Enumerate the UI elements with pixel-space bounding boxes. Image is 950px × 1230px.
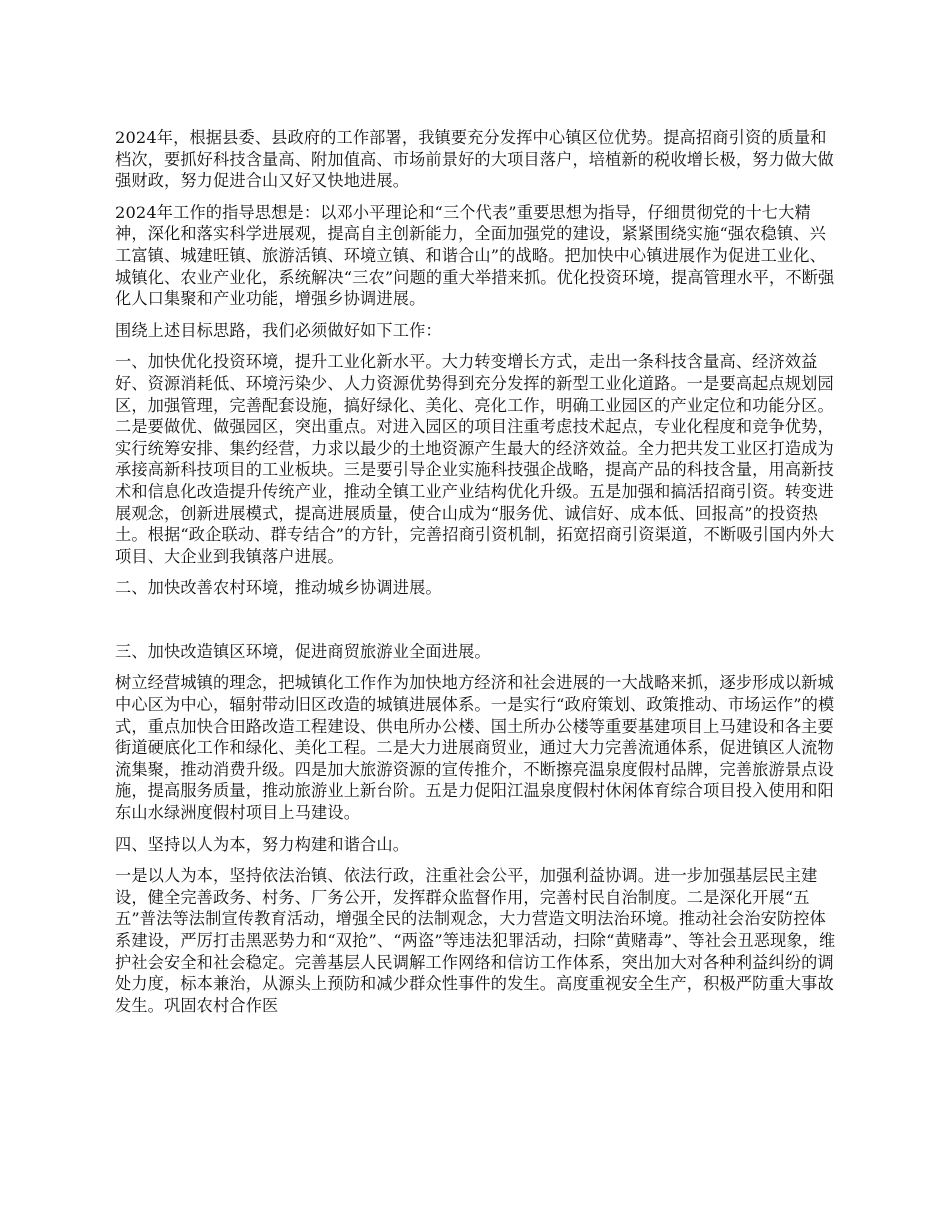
heading-section-2: 二、加快改善农村环境，推动城乡协调进展。	[115, 578, 442, 598]
paragraph-section-3: 树立经营城镇的理念，把城镇化工作作为加快地方经济和社会进展的一大战略来抓，逐步形成以新城中心区为中心，辐射带动旧区改造的城镇进展体系。一是实行“政府策划、政策推动、市场运作”的模式，重点加快合田路改造工程建设、供电所办公楼、国土所办公楼等重要基建项目上马建设和各主要街道硬底化工作和绿化、美化工程。二是大力进展商贸业，通过大力完善流通体系，促进镇区人流物流集聚，推动消费升级。四是加大旅游资源的宣传推介，不断擦亮温泉度假村品牌，完善旅游景点设施，提高服务质量，推动旅游业上新台阶。五是力促阳江温泉度假村休闲体育综合项目投入使用和阳东山水绿洲度假村项目上马建设。	[115, 673, 835, 823]
paragraph-section-4: 一是以人为本，坚持依法治镇、依法行政，注重社会公平，加强利益协调。进一步加强基层民主建设，健全完善政务、村务、厂务公开，发挥群众监督作用，完善村民自治制度。二是深化开展“五五”普法等法制宣传教育活动，增强全民的法制观念，大力营造文明法治环境。推动社会治安防控体系建设，严厉打击黑恶势力和“双抢”、“两盗”等违法犯罪活动，扫除“黄赌毒”、等社会丑恶现象，维护社会安全和社会稳定。完善基层人民调解工作网络和信访工作体系，突出加大对各种利益纠纷的调处力度，标本兼治，从源头上预防和减少群众性事件的发生。高度重视安全生产，积极严防重大事故发生。巩固农村合作医	[115, 866, 836, 1015]
paragraph-section-1: 一、加快优化投资环境，提升工业化新水平。大力转变增长方式，走出一条科技含量高、经济效益好、资源消耗低、环境污染少、人力资源优势得到充分发挥的新型工业化道路。一是要高起点规划园区，加强管理，完善配套设施，搞好绿化、美化、亮化工作，明确工业园区的产业定位和功能分区。二是要做优、做强园区，突出重点。对进入园区的项目注重考虑技术起点，专业化程度和竞争优势，实行统筹安排、集约经营，力求以最少的土地资源产生最大的经济效益。全力把共发工业区打造成为承接高新科技项目的工业板块。三是要引导企业实施科技强企战略，提高产品的科技含量，用高新技术和信息化改造提升传统产业，推动全镇工业产业结构优化升级。五是加强和搞活招商引资。转变进展观念，创新进展模式，提高进展质量，使合山成为“服务优、诚信好、成本低、回报高”的投资热土。根据“政企联动、群专结合”的方针，完善招商引资机制，拓宽招商引资渠道，不断吸引国内外大项目、大企业到我镇落户进展。	[115, 352, 835, 566]
heading-section-3: 三、加快改造镇区环境，促进商贸旅游业全面进展。	[115, 641, 491, 661]
paragraph-work-lead: 围绕上述目标思路，我们必须做好如下工作：	[115, 320, 442, 340]
document-body	[115, 127, 838, 1026]
blank-spacer	[115, 609, 838, 641]
paragraph-guiding-thought: 2024年工作的指导思想是：以邓小平理论和“三个代表”重要思想为指导，仔细贯彻党的十七大精神，深化和落实科学进展观，提高自主创新能力，全面加强党的建设，紧紧围绕实施“强农稳镇、兴工富镇、城建旺镇、旅游活镇、环境立镇、和谐合山”的战略。把加快中心镇进展作为促进工业化、城镇化、农业产业化，系统解决“三农”问题的重大举措来抓。优化投资环境，提高管理水平，不断强化人口集聚和产业功能，增强乡协调进展。	[115, 202, 835, 309]
paragraph-intro: 2024年，根据县委、县政府的工作部署，我镇要充分发挥中心镇区位优势。提高招商引资的质量和档次，要抓好科技含量高、附加值高、市场前景好的大项目落户，培植新的税收增长极，努力做大做强财政，努力促进合山又好又快地进展。	[115, 128, 834, 191]
heading-section-4: 四、坚持以人为本，努力构建和谐合山。	[115, 834, 410, 854]
